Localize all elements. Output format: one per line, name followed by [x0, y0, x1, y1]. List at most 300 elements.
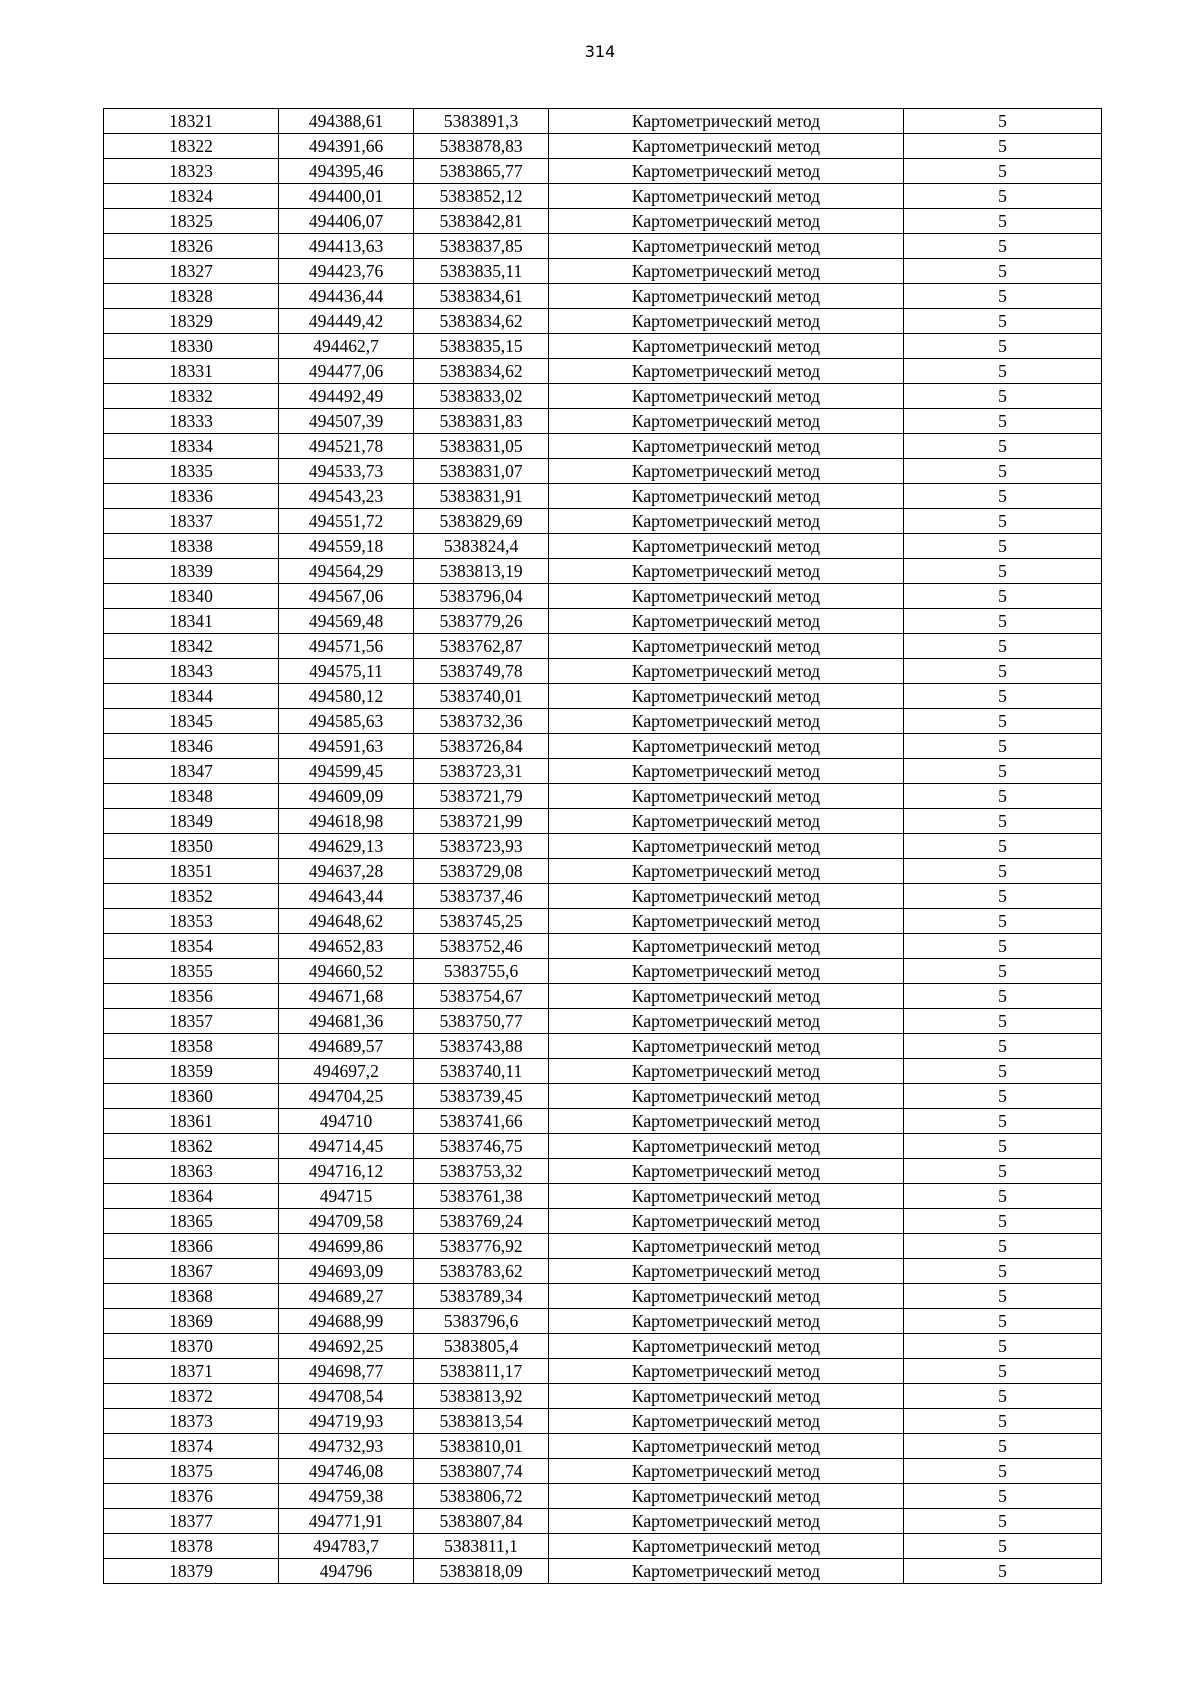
accuracy-cell: 5 — [904, 1009, 1102, 1034]
method-cell: Картометрический метод — [549, 709, 904, 734]
accuracy-cell: 5 — [904, 134, 1102, 159]
x-coordinate-cell: 494618,98 — [279, 809, 414, 834]
x-coordinate-cell: 494796 — [279, 1559, 414, 1584]
accuracy-cell: 5 — [904, 909, 1102, 934]
method-cell: Картометрический метод — [549, 234, 904, 259]
accuracy-cell: 5 — [904, 759, 1102, 784]
y-coordinate-cell: 5383806,72 — [414, 1484, 549, 1509]
y-coordinate-cell: 5383796,04 — [414, 584, 549, 609]
x-coordinate-cell: 494688,99 — [279, 1309, 414, 1334]
accuracy-cell: 5 — [904, 584, 1102, 609]
x-coordinate-cell: 494652,83 — [279, 934, 414, 959]
point-number-cell: 18338 — [104, 534, 279, 559]
accuracy-cell: 5 — [904, 484, 1102, 509]
table-row — [104, 1409, 1102, 1434]
table-row — [104, 1459, 1102, 1484]
point-number-cell: 18357 — [104, 1009, 279, 1034]
point-number-cell: 18352 — [104, 884, 279, 909]
method-cell: Картометрический метод — [549, 459, 904, 484]
point-number-cell: 18373 — [104, 1409, 279, 1434]
table-row — [104, 634, 1102, 659]
y-coordinate-cell: 5383761,38 — [414, 1184, 549, 1209]
table-row — [104, 1134, 1102, 1159]
y-coordinate-cell: 5383805,4 — [414, 1334, 549, 1359]
method-cell: Картометрический метод — [549, 1209, 904, 1234]
table-row — [104, 684, 1102, 709]
accuracy-cell: 5 — [904, 184, 1102, 209]
method-cell: Картометрический метод — [549, 509, 904, 534]
table-row — [104, 884, 1102, 909]
y-coordinate-cell: 5383779,26 — [414, 609, 549, 634]
method-cell: Картометрический метод — [549, 1059, 904, 1084]
accuracy-cell: 5 — [904, 1359, 1102, 1384]
table-row — [104, 484, 1102, 509]
table-row — [104, 1009, 1102, 1034]
table-row — [104, 459, 1102, 484]
point-number-cell: 18376 — [104, 1484, 279, 1509]
y-coordinate-cell: 5383831,07 — [414, 459, 549, 484]
method-cell: Картометрический метод — [549, 934, 904, 959]
y-coordinate-cell: 5383755,6 — [414, 959, 549, 984]
x-coordinate-cell: 494521,78 — [279, 434, 414, 459]
x-coordinate-cell: 494637,28 — [279, 859, 414, 884]
point-number-cell: 18327 — [104, 259, 279, 284]
y-coordinate-cell: 5383745,25 — [414, 909, 549, 934]
y-coordinate-cell: 5383789,34 — [414, 1284, 549, 1309]
y-coordinate-cell: 5383723,31 — [414, 759, 549, 784]
table-row — [104, 409, 1102, 434]
accuracy-cell: 5 — [904, 634, 1102, 659]
accuracy-cell: 5 — [904, 109, 1102, 134]
table-row — [104, 759, 1102, 784]
accuracy-cell: 5 — [904, 234, 1102, 259]
y-coordinate-cell: 5383811,17 — [414, 1359, 549, 1384]
accuracy-cell: 5 — [904, 834, 1102, 859]
y-coordinate-cell: 5383834,61 — [414, 284, 549, 309]
x-coordinate-cell: 494697,2 — [279, 1059, 414, 1084]
method-cell: Картометрический метод — [549, 259, 904, 284]
table-row — [104, 1084, 1102, 1109]
method-cell: Картометрический метод — [549, 1259, 904, 1284]
accuracy-cell: 5 — [904, 959, 1102, 984]
point-number-cell: 18359 — [104, 1059, 279, 1084]
method-cell: Картометрический метод — [549, 1234, 904, 1259]
point-number-cell: 18330 — [104, 334, 279, 359]
point-number-cell: 18348 — [104, 784, 279, 809]
accuracy-cell: 5 — [904, 259, 1102, 284]
accuracy-cell: 5 — [904, 684, 1102, 709]
point-number-cell: 18358 — [104, 1034, 279, 1059]
point-number-cell: 18344 — [104, 684, 279, 709]
y-coordinate-cell: 5383754,67 — [414, 984, 549, 1009]
x-coordinate-cell: 494699,86 — [279, 1234, 414, 1259]
accuracy-cell: 5 — [904, 1509, 1102, 1534]
point-number-cell: 18322 — [104, 134, 279, 159]
y-coordinate-cell: 5383741,66 — [414, 1109, 549, 1134]
x-coordinate-cell: 494671,68 — [279, 984, 414, 1009]
point-number-cell: 18360 — [104, 1084, 279, 1109]
table-row — [104, 1384, 1102, 1409]
point-number-cell: 18378 — [104, 1534, 279, 1559]
point-number-cell: 18342 — [104, 634, 279, 659]
x-coordinate-cell: 494648,62 — [279, 909, 414, 934]
x-coordinate-cell: 494689,27 — [279, 1284, 414, 1309]
table-row — [104, 1034, 1102, 1059]
y-coordinate-cell: 5383743,88 — [414, 1034, 549, 1059]
method-cell: Картометрический метод — [549, 734, 904, 759]
method-cell: Картометрический метод — [549, 1559, 904, 1584]
y-coordinate-cell: 5383878,83 — [414, 134, 549, 159]
method-cell: Картометрический метод — [549, 1359, 904, 1384]
accuracy-cell: 5 — [904, 459, 1102, 484]
point-number-cell: 18325 — [104, 209, 279, 234]
x-coordinate-cell: 494591,63 — [279, 734, 414, 759]
table-row — [104, 959, 1102, 984]
table-row — [104, 209, 1102, 234]
table-row — [104, 734, 1102, 759]
accuracy-cell: 5 — [904, 334, 1102, 359]
x-coordinate-cell: 494732,93 — [279, 1434, 414, 1459]
x-coordinate-cell: 494693,09 — [279, 1259, 414, 1284]
accuracy-cell: 5 — [904, 1534, 1102, 1559]
method-cell: Картометрический метод — [549, 559, 904, 584]
accuracy-cell: 5 — [904, 1309, 1102, 1334]
accuracy-cell: 5 — [904, 1184, 1102, 1209]
table-row — [104, 334, 1102, 359]
method-cell: Картометрический метод — [549, 109, 904, 134]
table-row — [104, 1359, 1102, 1384]
accuracy-cell: 5 — [904, 859, 1102, 884]
method-cell: Картометрический метод — [549, 1084, 904, 1109]
x-coordinate-cell: 494564,29 — [279, 559, 414, 584]
accuracy-cell: 5 — [904, 1484, 1102, 1509]
method-cell: Картометрический метод — [549, 984, 904, 1009]
y-coordinate-cell: 5383796,6 — [414, 1309, 549, 1334]
table-row — [104, 809, 1102, 834]
x-coordinate-cell: 494559,18 — [279, 534, 414, 559]
accuracy-cell: 5 — [904, 884, 1102, 909]
y-coordinate-cell: 5383807,84 — [414, 1509, 549, 1534]
table-row — [104, 659, 1102, 684]
x-coordinate-cell: 494533,73 — [279, 459, 414, 484]
y-coordinate-cell: 5383750,77 — [414, 1009, 549, 1034]
accuracy-cell: 5 — [904, 1259, 1102, 1284]
method-cell: Картометрический метод — [549, 1134, 904, 1159]
y-coordinate-cell: 5383837,85 — [414, 234, 549, 259]
accuracy-cell: 5 — [904, 284, 1102, 309]
method-cell: Картометрический метод — [549, 1459, 904, 1484]
method-cell: Картометрический метод — [549, 484, 904, 509]
table-row — [104, 1159, 1102, 1184]
table-row — [104, 234, 1102, 259]
x-coordinate-cell: 494507,39 — [279, 409, 414, 434]
table-row — [104, 159, 1102, 184]
point-number-cell: 18379 — [104, 1559, 279, 1584]
x-coordinate-cell: 494413,63 — [279, 234, 414, 259]
y-coordinate-cell: 5383813,54 — [414, 1409, 549, 1434]
accuracy-cell: 5 — [904, 409, 1102, 434]
method-cell: Картометрический метод — [549, 409, 904, 434]
method-cell: Картометрический метод — [549, 1484, 904, 1509]
accuracy-cell: 5 — [904, 1284, 1102, 1309]
method-cell: Картометрический метод — [549, 1384, 904, 1409]
table-row — [104, 1484, 1102, 1509]
point-number-cell: 18323 — [104, 159, 279, 184]
table-row — [104, 834, 1102, 859]
table-row — [104, 509, 1102, 534]
x-coordinate-cell: 494543,23 — [279, 484, 414, 509]
accuracy-cell: 5 — [904, 384, 1102, 409]
point-number-cell: 18332 — [104, 384, 279, 409]
accuracy-cell: 5 — [904, 1134, 1102, 1159]
point-number-cell: 18361 — [104, 1109, 279, 1134]
accuracy-cell: 5 — [904, 1059, 1102, 1084]
accuracy-cell: 5 — [904, 359, 1102, 384]
x-coordinate-cell: 494681,36 — [279, 1009, 414, 1034]
x-coordinate-cell: 494643,44 — [279, 884, 414, 909]
y-coordinate-cell: 5383769,24 — [414, 1209, 549, 1234]
method-cell: Картометрический метод — [549, 784, 904, 809]
method-cell: Картометрический метод — [549, 584, 904, 609]
point-number-cell: 18340 — [104, 584, 279, 609]
x-coordinate-cell: 494704,25 — [279, 1084, 414, 1109]
table-row — [104, 184, 1102, 209]
point-number-cell: 18336 — [104, 484, 279, 509]
method-cell: Картометрический метод — [549, 609, 904, 634]
accuracy-cell: 5 — [904, 559, 1102, 584]
point-number-cell: 18372 — [104, 1384, 279, 1409]
y-coordinate-cell: 5383762,87 — [414, 634, 549, 659]
point-number-cell: 18349 — [104, 809, 279, 834]
method-cell: Картометрический метод — [549, 1184, 904, 1209]
accuracy-cell: 5 — [904, 659, 1102, 684]
table-row — [104, 1109, 1102, 1134]
table-row — [104, 1559, 1102, 1584]
point-number-cell: 18375 — [104, 1459, 279, 1484]
table-row — [104, 1184, 1102, 1209]
table-row — [104, 609, 1102, 634]
y-coordinate-cell: 5383813,92 — [414, 1384, 549, 1409]
x-coordinate-cell: 494406,07 — [279, 209, 414, 234]
method-cell: Картометрический метод — [549, 334, 904, 359]
y-coordinate-cell: 5383835,11 — [414, 259, 549, 284]
y-coordinate-cell: 5383753,32 — [414, 1159, 549, 1184]
y-coordinate-cell: 5383723,93 — [414, 834, 549, 859]
point-number-cell: 18326 — [104, 234, 279, 259]
x-coordinate-cell: 494585,63 — [279, 709, 414, 734]
x-coordinate-cell: 494715 — [279, 1184, 414, 1209]
point-number-cell: 18367 — [104, 1259, 279, 1284]
method-cell: Картометрический метод — [549, 1534, 904, 1559]
point-number-cell: 18365 — [104, 1209, 279, 1234]
point-number-cell: 18356 — [104, 984, 279, 1009]
point-number-cell: 18345 — [104, 709, 279, 734]
accuracy-cell: 5 — [904, 734, 1102, 759]
x-coordinate-cell: 494571,56 — [279, 634, 414, 659]
x-coordinate-cell: 494551,72 — [279, 509, 414, 534]
accuracy-cell: 5 — [904, 934, 1102, 959]
x-coordinate-cell: 494609,09 — [279, 784, 414, 809]
table-row — [104, 534, 1102, 559]
accuracy-cell: 5 — [904, 309, 1102, 334]
method-cell: Картометрический метод — [549, 909, 904, 934]
x-coordinate-cell: 494783,7 — [279, 1534, 414, 1559]
y-coordinate-cell: 5383807,74 — [414, 1459, 549, 1484]
page-number: 314 — [584, 42, 616, 61]
y-coordinate-cell: 5383835,15 — [414, 334, 549, 359]
x-coordinate-cell: 494708,54 — [279, 1384, 414, 1409]
point-number-cell: 18328 — [104, 284, 279, 309]
x-coordinate-cell: 494698,77 — [279, 1359, 414, 1384]
method-cell: Картометрический метод — [549, 1159, 904, 1184]
point-number-cell: 18333 — [104, 409, 279, 434]
accuracy-cell: 5 — [904, 509, 1102, 534]
table-row — [104, 109, 1102, 134]
x-coordinate-cell: 494436,44 — [279, 284, 414, 309]
accuracy-cell: 5 — [904, 784, 1102, 809]
point-number-cell: 18370 — [104, 1334, 279, 1359]
point-number-cell: 18329 — [104, 309, 279, 334]
x-coordinate-cell: 494575,11 — [279, 659, 414, 684]
y-coordinate-cell: 5383739,45 — [414, 1084, 549, 1109]
x-coordinate-cell: 494580,12 — [279, 684, 414, 709]
method-cell: Картометрический метод — [549, 359, 904, 384]
y-coordinate-cell: 5383729,08 — [414, 859, 549, 884]
method-cell: Картометрический метод — [549, 1284, 904, 1309]
y-coordinate-cell: 5383824,4 — [414, 534, 549, 559]
accuracy-cell: 5 — [904, 1109, 1102, 1134]
method-cell: Картометрический метод — [549, 159, 904, 184]
point-number-cell: 18331 — [104, 359, 279, 384]
point-number-cell: 18364 — [104, 1184, 279, 1209]
y-coordinate-cell: 5383834,62 — [414, 359, 549, 384]
table-row — [104, 259, 1102, 284]
x-coordinate-cell: 494660,52 — [279, 959, 414, 984]
point-number-cell: 18321 — [104, 109, 279, 134]
accuracy-cell: 5 — [904, 609, 1102, 634]
accuracy-cell: 5 — [904, 534, 1102, 559]
method-cell: Картометрический метод — [549, 884, 904, 909]
y-coordinate-cell: 5383831,83 — [414, 409, 549, 434]
y-coordinate-cell: 5383749,78 — [414, 659, 549, 684]
table-row — [104, 1259, 1102, 1284]
x-coordinate-cell: 494689,57 — [279, 1034, 414, 1059]
method-cell: Картометрический метод — [549, 1109, 904, 1134]
method-cell: Картометрический метод — [549, 1334, 904, 1359]
point-number-cell: 18366 — [104, 1234, 279, 1259]
method-cell: Картометрический метод — [549, 959, 904, 984]
table-row — [104, 1234, 1102, 1259]
y-coordinate-cell: 5383776,92 — [414, 1234, 549, 1259]
point-number-cell: 18353 — [104, 909, 279, 934]
y-coordinate-cell: 5383737,46 — [414, 884, 549, 909]
method-cell: Картометрический метод — [549, 759, 904, 784]
point-number-cell: 18337 — [104, 509, 279, 534]
point-number-cell: 18346 — [104, 734, 279, 759]
table-row — [104, 359, 1102, 384]
y-coordinate-cell: 5383818,09 — [414, 1559, 549, 1584]
table-row — [104, 1509, 1102, 1534]
accuracy-cell: 5 — [904, 809, 1102, 834]
point-number-cell: 18368 — [104, 1284, 279, 1309]
accuracy-cell: 5 — [904, 209, 1102, 234]
method-cell: Картометрический метод — [549, 1309, 904, 1334]
accuracy-cell: 5 — [904, 1209, 1102, 1234]
x-coordinate-cell: 494710 — [279, 1109, 414, 1134]
y-coordinate-cell: 5383811,1 — [414, 1534, 549, 1559]
x-coordinate-cell: 494629,13 — [279, 834, 414, 859]
y-coordinate-cell: 5383721,99 — [414, 809, 549, 834]
y-coordinate-cell: 5383834,62 — [414, 309, 549, 334]
accuracy-cell: 5 — [904, 1034, 1102, 1059]
y-coordinate-cell: 5383783,62 — [414, 1259, 549, 1284]
point-number-cell: 18371 — [104, 1359, 279, 1384]
point-number-cell: 18369 — [104, 1309, 279, 1334]
y-coordinate-cell: 5383829,69 — [414, 509, 549, 534]
x-coordinate-cell: 494492,49 — [279, 384, 414, 409]
point-number-cell: 18377 — [104, 1509, 279, 1534]
x-coordinate-cell: 494746,08 — [279, 1459, 414, 1484]
accuracy-cell: 5 — [904, 1559, 1102, 1584]
y-coordinate-cell: 5383740,01 — [414, 684, 549, 709]
point-number-cell: 18341 — [104, 609, 279, 634]
point-number-cell: 18354 — [104, 934, 279, 959]
y-coordinate-cell: 5383810,01 — [414, 1434, 549, 1459]
coordinates-table-body — [104, 109, 1102, 1584]
table-row — [104, 984, 1102, 1009]
x-coordinate-cell: 494709,58 — [279, 1209, 414, 1234]
coordinates-table — [103, 108, 1102, 1584]
point-number-cell: 18347 — [104, 759, 279, 784]
method-cell: Картометрический метод — [549, 284, 904, 309]
table-row — [104, 1534, 1102, 1559]
accuracy-cell: 5 — [904, 984, 1102, 1009]
point-number-cell: 18324 — [104, 184, 279, 209]
method-cell: Картометрический метод — [549, 209, 904, 234]
table-row — [104, 1284, 1102, 1309]
method-cell: Картометрический метод — [549, 134, 904, 159]
table-row — [104, 784, 1102, 809]
accuracy-cell: 5 — [904, 709, 1102, 734]
table-row — [104, 1334, 1102, 1359]
x-coordinate-cell: 494759,38 — [279, 1484, 414, 1509]
method-cell: Картометрический метод — [549, 309, 904, 334]
x-coordinate-cell: 494771,91 — [279, 1509, 414, 1534]
table-row — [104, 859, 1102, 884]
table-row — [104, 584, 1102, 609]
method-cell: Картометрический метод — [549, 684, 904, 709]
y-coordinate-cell: 5383740,11 — [414, 1059, 549, 1084]
table-row — [104, 284, 1102, 309]
x-coordinate-cell: 494567,06 — [279, 584, 414, 609]
y-coordinate-cell: 5383752,46 — [414, 934, 549, 959]
accuracy-cell: 5 — [904, 1234, 1102, 1259]
x-coordinate-cell: 494719,93 — [279, 1409, 414, 1434]
method-cell: Картометрический метод — [549, 434, 904, 459]
table-row — [104, 934, 1102, 959]
accuracy-cell: 5 — [904, 1159, 1102, 1184]
table-row — [104, 134, 1102, 159]
method-cell: Картометрический метод — [549, 659, 904, 684]
method-cell: Картометрический метод — [549, 534, 904, 559]
y-coordinate-cell: 5383842,81 — [414, 209, 549, 234]
y-coordinate-cell: 5383831,05 — [414, 434, 549, 459]
table-row — [104, 384, 1102, 409]
method-cell: Картометрический метод — [549, 809, 904, 834]
table-row — [104, 434, 1102, 459]
x-coordinate-cell: 494692,25 — [279, 1334, 414, 1359]
table-row — [104, 1209, 1102, 1234]
